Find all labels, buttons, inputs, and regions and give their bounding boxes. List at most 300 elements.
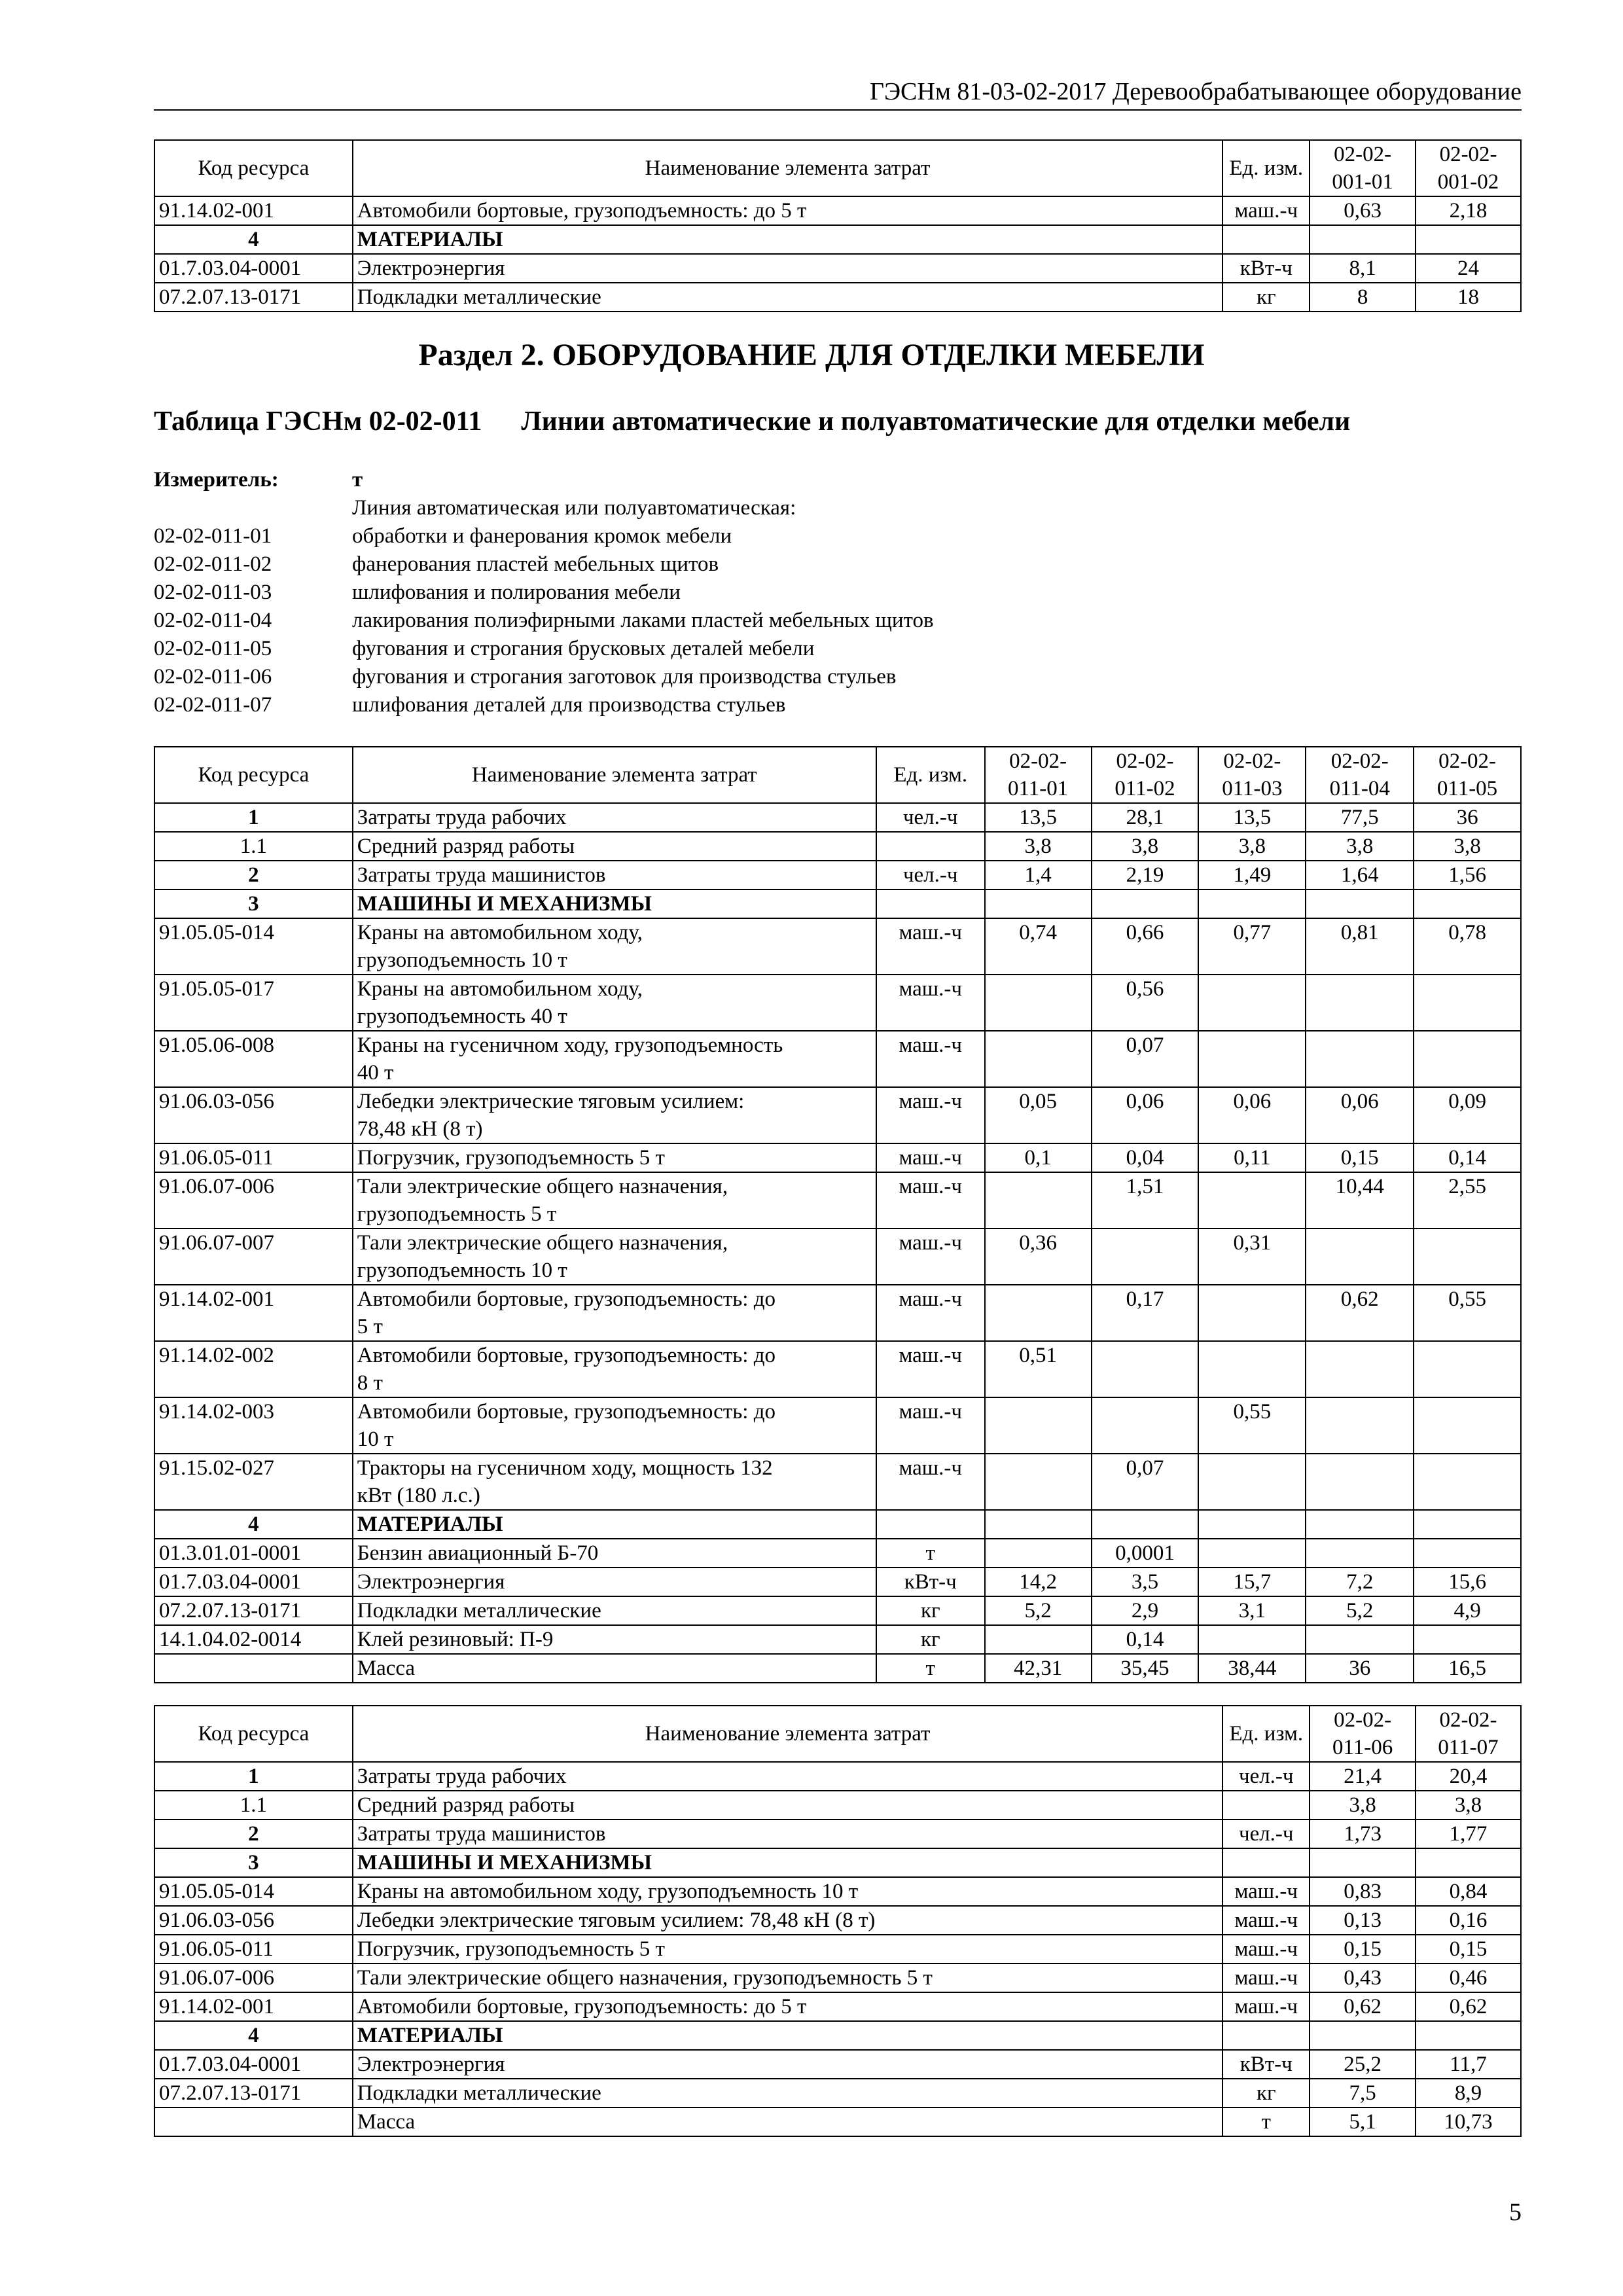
norm-value: 0,78 [1414,918,1521,975]
norm-value [1198,975,1306,1031]
resource-code: 91.14.02-001 [154,1992,353,2021]
resource-name: Тали электрические общего назначения, грузоподъемность 10 т [353,1229,876,1285]
resource-code [154,2108,353,2136]
resource-name: Электроэнергия [353,254,1223,283]
norm-value: 7,2 [1306,1568,1414,1596]
resource-code: 91.06.05-011 [154,1935,353,1964]
meter-item-code: 02-02-011-02 [154,552,272,576]
norm-value [1306,975,1414,1031]
norm-value: 0,04 [1092,1143,1199,1172]
resource-code: 01.7.03.04-0001 [154,254,353,283]
resource-unit: маш.-ч [1222,1964,1310,1992]
norm-value: 36 [1414,803,1521,832]
norm-value [985,1539,1092,1568]
table-row [154,1964,1521,1992]
resource-code: 91.15.02-027 [154,1454,353,1510]
norm-value: 0,11 [1198,1143,1306,1172]
resource-name: Электроэнергия [353,2050,1222,2079]
table-row [154,1539,1521,1568]
norm-value [1306,1397,1414,1454]
norm-value: 13,5 [1198,803,1306,832]
norm-value: 1,64 [1306,861,1414,889]
norm-value [1198,1341,1306,1397]
norm-value [1310,1848,1416,1877]
norm-value: 0,66 [1092,918,1199,975]
norm-value: 2,19 [1092,861,1199,889]
norm-value: 77,5 [1306,803,1414,832]
meter-item-text: лакирования полиэфирными лаками пластей мебельных щитов [352,609,934,632]
resource-unit [1222,1848,1310,1877]
norm-value [1198,1454,1306,1510]
norm-value: 0,15 [1306,1143,1414,1172]
resource-name: Автомобили бортовые, грузоподъемность: до 10 т [353,1397,876,1454]
norm-value: 13,5 [985,803,1092,832]
col-norm-code-header: 02-02- 011-02 [1092,747,1199,803]
meter-intro: Линия автоматическая или полуавтоматическая: [352,496,796,520]
table-title-code: Таблица ГЭСНм 02-02-011 [154,406,482,437]
resource-name: Средний разряд работы [353,832,876,861]
resource-unit [1222,1791,1310,1820]
norm-value: 2,18 [1416,196,1521,225]
norm-value [985,1625,1092,1654]
resource-unit: маш.-ч [1222,1906,1310,1935]
meter-item-text: фанерования пластей мебельных щитов [352,552,719,576]
running-header: ГЭСНм 81-03-02-2017 Деревообрабатывающее оборудование [154,75,1522,111]
resource-unit: маш.-ч [1222,1877,1310,1906]
norm-value: 2,55 [1414,1172,1521,1229]
norm-value [1092,1229,1199,1285]
resource-code: 2 [154,861,353,889]
resource-unit [1222,2021,1310,2050]
resource-code: 91.05.05-017 [154,975,353,1031]
section-title: Раздел 2. ОБОРУДОВАНИЕ ДЛЯ ОТДЕЛКИ МЕБЕЛИ [418,338,1205,372]
col-norm-code-header: 02-02- 001-02 [1416,140,1521,196]
table-row [154,1935,1521,1964]
resource-code: 91.14.02-001 [154,196,353,225]
table-row [154,1877,1521,1906]
resource-name: Затраты труда машинистов [353,861,876,889]
resource-name: Тали электрические общего назначения, грузоподъемность 5 т [353,1964,1222,1992]
meter-item-text: фугования и строгания заготовок для производства стульев [352,665,897,689]
resource-unit: чел.-ч [1222,1820,1310,1848]
norm-value [1414,1510,1521,1539]
norm-value [1306,889,1414,918]
norm-value: 1,4 [985,861,1092,889]
norm-value [1414,1341,1521,1397]
resource-code: 1 [154,1762,353,1791]
norm-value: 8,1 [1310,254,1416,283]
norm-value: 0,14 [1092,1625,1199,1654]
resource-unit: маш.-ч [876,975,985,1031]
resource-name: Масса [353,1654,876,1683]
table-row [154,196,1521,225]
resource-unit: маш.-ч [876,918,985,975]
table-row [154,1596,1521,1625]
norm-value: 0,06 [1306,1087,1414,1143]
resource-name: Клей резиновый: П-9 [353,1625,876,1654]
norm-value: 0,14 [1414,1143,1521,1172]
resource-name: Электроэнергия [353,1568,876,1596]
norm-value [1092,1341,1199,1397]
resource-unit: маш.-ч [876,1454,985,1510]
meter-item-code: 02-02-011-03 [154,581,272,604]
resource-name: Затраты труда рабочих [353,803,876,832]
norm-value [1198,1539,1306,1568]
norm-value: 24 [1416,254,1521,283]
resource-code: 14.1.04.02-0014 [154,1625,353,1654]
resource-unit: кВт-ч [1222,254,1310,283]
resource-name: Краны на гусеничном ходу, грузоподъемность 40 т [353,1031,876,1087]
resource-code: 91.05.06-008 [154,1031,353,1087]
norm-value: 18 [1416,283,1521,312]
resource-unit: т [1222,2108,1310,2136]
norm-value: 0,1 [985,1143,1092,1172]
norm-value: 0,81 [1306,918,1414,975]
table-row [154,1397,1521,1454]
meter-value: т [352,468,363,492]
norm-value: 0,06 [1092,1087,1199,1143]
table-row [154,2108,1521,2136]
norm-value [1306,1539,1414,1568]
norm-value: 3,8 [1198,832,1306,861]
meter-item-text: фугования и строгания брусковых деталей мебели [352,637,815,660]
resource-name: МАТЕРИАЛЫ [353,1510,876,1539]
norm-value: 5,2 [985,1596,1092,1625]
norm-value [1414,1229,1521,1285]
norm-value: 0,51 [985,1341,1092,1397]
resource-code: 91.05.05-014 [154,918,353,975]
resource-name: Автомобили бортовые, грузоподъемность: до 5 т [353,196,1223,225]
norm-value: 0,62 [1310,1992,1416,2021]
norm-value [985,1397,1092,1454]
table-row [154,975,1521,1031]
resource-unit: чел.-ч [876,803,985,832]
page-number: 5 [1509,2198,1522,2226]
norm-value: 0,84 [1416,1877,1521,1906]
resource-unit: кг [876,1596,985,1625]
resource-table-001 [154,139,1522,312]
table-row [154,254,1521,283]
norm-value [1306,1031,1414,1087]
resource-unit: чел.-ч [876,861,985,889]
table-row [154,1906,1521,1935]
resource-name: Подкладки металлические [353,2079,1222,2108]
resource-unit: маш.-ч [876,1087,985,1143]
resource-name: Масса [353,2108,1222,2136]
resource-code: 1.1 [154,832,353,861]
resource-code: 4 [154,1510,353,1539]
meter-item-text: обработки и фанерования кромок мебели [352,524,732,548]
table-row [154,2079,1521,2108]
norm-value [985,889,1092,918]
col-norm-code-header: 02-02- 011-01 [985,747,1092,803]
norm-value: 0,56 [1092,975,1199,1031]
resource-code: 91.14.02-002 [154,1341,353,1397]
col-code-header: Код ресурса [154,140,353,196]
resource-code: 91.05.05-014 [154,1877,353,1906]
resource-unit: кВт-ч [1222,2050,1310,2079]
norm-value [985,1285,1092,1341]
table-row [154,1625,1521,1654]
resource-name: МАШИНЫ И МЕХАНИЗМЫ [353,889,876,918]
resource-code: 3 [154,889,353,918]
norm-value: 0,83 [1310,1877,1416,1906]
col-norm-code-header: 02-02- 011-03 [1198,747,1306,803]
norm-value: 1,77 [1416,1820,1521,1848]
resource-code: 91.06.07-007 [154,1229,353,1285]
resource-unit: маш.-ч [876,1285,985,1341]
norm-value: 0,55 [1198,1397,1306,1454]
resource-unit: чел.-ч [1222,1762,1310,1791]
resource-unit: маш.-ч [876,1397,985,1454]
resource-code: 3 [154,1848,353,1877]
norm-value [1198,1172,1306,1229]
resource-unit [1222,225,1310,254]
norm-value: 1,49 [1198,861,1306,889]
table-title [154,406,1350,437]
meter-item-code: 02-02-011-07 [154,693,272,717]
resource-code: 1 [154,803,353,832]
meter-item-code: 02-02-011-06 [154,665,272,689]
group-row [154,2021,1521,2050]
resource-code: 07.2.07.13-0171 [154,283,353,312]
table-row [154,1341,1521,1397]
resource-name: Тали электрические общего назначения, грузоподъемность 5 т [353,1172,876,1229]
table-row [154,1654,1521,1683]
norm-value [1092,1510,1199,1539]
norm-value: 0,74 [985,918,1092,975]
norm-value: 0,09 [1414,1087,1521,1143]
table-row [154,1031,1521,1087]
resource-unit: кг [1222,2079,1310,2108]
norm-value: 0,46 [1416,1964,1521,1992]
norm-value [1306,1625,1414,1654]
norm-value: 20,4 [1416,1762,1521,1791]
resource-unit: маш.-ч [876,1143,985,1172]
norm-value [985,1172,1092,1229]
group-row [154,225,1521,254]
resource-name: Средний разряд работы [353,1791,1222,1820]
resource-name: Автомобили бортовые, грузоподъемность: до 8 т [353,1341,876,1397]
resource-unit [876,1510,985,1539]
norm-value [1310,225,1416,254]
norm-value [1092,889,1199,918]
norm-value: 2,9 [1092,1596,1199,1625]
norm-value: 1,73 [1310,1820,1416,1848]
norm-value: 0,15 [1310,1935,1416,1964]
norm-value: 10,73 [1416,2108,1521,2136]
table-row [154,1568,1521,1596]
resource-unit [876,889,985,918]
norm-value: 3,1 [1198,1596,1306,1625]
resource-name: МАТЕРИАЛЫ [353,2021,1222,2050]
norm-value [1306,1510,1414,1539]
resource-name: Погрузчик, грузоподъемность 5 т [353,1935,1222,1964]
norm-value: 15,6 [1414,1568,1521,1596]
norm-value [1414,1397,1521,1454]
table-row [154,1791,1521,1820]
group-row [154,1848,1521,1877]
table-row [154,803,1521,832]
norm-value: 0,43 [1310,1964,1416,1992]
resource-code: 91.06.05-011 [154,1143,353,1172]
resource-code: 91.06.03-056 [154,1906,353,1935]
resource-unit: маш.-ч [1222,1935,1310,1964]
norm-value: 0,15 [1416,1935,1521,1964]
norm-value: 0,07 [1092,1031,1199,1087]
norm-value: 0,05 [985,1087,1092,1143]
norm-value: 15,7 [1198,1568,1306,1596]
resource-name: Затраты труда машинистов [353,1820,1222,1848]
norm-value: 0,77 [1198,918,1306,975]
norm-value: 42,31 [985,1654,1092,1683]
norm-value [1414,1454,1521,1510]
norm-value: 0,31 [1198,1229,1306,1285]
resource-code: 07.2.07.13-0171 [154,2079,353,2108]
resource-unit: маш.-ч [876,1031,985,1087]
norm-value: 0,63 [1310,196,1416,225]
norm-value: 0,62 [1416,1992,1521,2021]
table-row [154,1285,1521,1341]
norm-value [1414,975,1521,1031]
table-row [154,1143,1521,1172]
norm-value: 3,8 [1310,1791,1416,1820]
resource-name: Краны на автомобильном ходу, грузоподъемность 40 т [353,975,876,1031]
col-unit-header: Ед. изм. [876,747,985,803]
resource-name: Лебедки электрические тяговым усилием: 78,48 кН (8 т) [353,1087,876,1143]
norm-value [1414,1539,1521,1568]
resource-code: 91.14.02-001 [154,1285,353,1341]
norm-value: 3,5 [1092,1568,1199,1596]
norm-value [1310,2021,1416,2050]
resource-name: Погрузчик, грузоподъемность 5 т [353,1143,876,1172]
norm-value: 3,8 [1306,832,1414,861]
resource-code: 91.06.07-006 [154,1964,353,1992]
col-name-header: Наименование элемента затрат [353,1706,1222,1762]
meter-item-code: 02-02-011-05 [154,637,272,660]
norm-value: 16,5 [1414,1654,1521,1683]
resource-name: Краны на автомобильном ходу, грузоподъемность 10 т [353,918,876,975]
norm-value: 1,56 [1414,861,1521,889]
norm-value: 0,0001 [1092,1539,1199,1568]
resource-table-011-a [154,746,1522,1683]
resource-unit: кг [1222,283,1310,312]
col-code-header: Код ресурса [154,747,353,803]
resource-unit: маш.-ч [1222,1992,1310,2021]
norm-value [985,1031,1092,1087]
norm-value: 3,8 [1416,1791,1521,1820]
resource-name: МАШИНЫ И МЕХАНИЗМЫ [353,1848,1222,1877]
norm-value: 38,44 [1198,1654,1306,1683]
norm-value [1414,889,1521,918]
col-norm-code-header: 02-02- 011-06 [1310,1706,1416,1762]
norm-value [1198,1285,1306,1341]
norm-value: 28,1 [1092,803,1199,832]
norm-value [1414,1031,1521,1087]
resource-code: 1.1 [154,1791,353,1820]
resource-unit: маш.-ч [1222,196,1310,225]
norm-value [985,1454,1092,1510]
resource-code: 2 [154,1820,353,1848]
resource-name: Лебедки электрические тяговым усилием: 78,48 кН (8 т) [353,1906,1222,1935]
resource-code: 91.06.07-006 [154,1172,353,1229]
norm-value: 4,9 [1414,1596,1521,1625]
col-name-header: Наименование элемента затрат [353,140,1223,196]
norm-value: 0,17 [1092,1285,1199,1341]
resource-unit: т [876,1654,985,1683]
norm-value: 0,16 [1416,1906,1521,1935]
table-row [154,1454,1521,1510]
resource-unit: маш.-ч [876,1229,985,1285]
resource-code: 01.3.01.01-0001 [154,1539,353,1568]
resource-name: Затраты труда рабочих [353,1762,1222,1791]
resource-table-011-b [154,1705,1522,2137]
norm-value [1198,1625,1306,1654]
col-norm-code-header: 02-02- 011-05 [1414,747,1521,803]
col-name-header: Наименование элемента затрат [353,747,876,803]
col-unit-header: Ед. изм. [1222,1706,1310,1762]
norm-value [1416,2021,1521,2050]
norm-value: 35,45 [1092,1654,1199,1683]
norm-value [1416,1848,1521,1877]
resource-code [154,1654,353,1683]
col-norm-code-header: 02-02- 011-07 [1416,1706,1521,1762]
norm-value: 1,51 [1092,1172,1199,1229]
norm-value [1198,1031,1306,1087]
table-row [154,1762,1521,1791]
norm-value [1198,1510,1306,1539]
norm-value: 36 [1306,1654,1414,1683]
norm-value: 5,2 [1306,1596,1414,1625]
norm-value: 0,55 [1414,1285,1521,1341]
table-row [154,1992,1521,2021]
table-title-name: Линии автоматические и полуавтоматические для отделки мебели [521,406,1351,437]
meter-item-text: шлифования и полирования мебели [352,581,681,604]
resource-name: Автомобили бортовые, грузоподъемность: до 5 т [353,1285,876,1341]
group-row [154,1510,1521,1539]
resource-unit [876,832,985,861]
norm-value: 14,2 [985,1568,1092,1596]
resource-name: Автомобили бортовые, грузоподъемность: до 5 т [353,1992,1222,2021]
resource-code: 07.2.07.13-0171 [154,1596,353,1625]
resource-name: Краны на автомобильном ходу, грузоподъемность 10 т [353,1877,1222,1906]
norm-value: 3,8 [1414,832,1521,861]
meter-item-code: 02-02-011-01 [154,524,272,548]
resource-code: 4 [154,225,353,254]
resource-name: МАТЕРИАЛЫ [353,225,1223,254]
resource-unit: кВт-ч [876,1568,985,1596]
table-row [154,1820,1521,1848]
norm-value: 0,13 [1310,1906,1416,1935]
resource-code: 91.06.03-056 [154,1087,353,1143]
norm-value: 0,62 [1306,1285,1414,1341]
norm-value [985,975,1092,1031]
resource-name: Бензин авиационный Б-70 [353,1539,876,1568]
norm-value: 3,8 [985,832,1092,861]
table-row [154,832,1521,861]
col-norm-code-header: 02-02- 001-01 [1310,140,1416,196]
norm-value: 8 [1310,283,1416,312]
resource-unit: маш.-ч [876,1341,985,1397]
meter-label: Измеритель: [154,468,279,492]
norm-value: 25,2 [1310,2050,1416,2079]
table-row [154,1172,1521,1229]
col-unit-header: Ед. изм. [1222,140,1310,196]
resource-name: Подкладки металлические [353,1596,876,1625]
table-row [154,2050,1521,2079]
norm-value: 0,36 [985,1229,1092,1285]
norm-value: 10,44 [1306,1172,1414,1229]
